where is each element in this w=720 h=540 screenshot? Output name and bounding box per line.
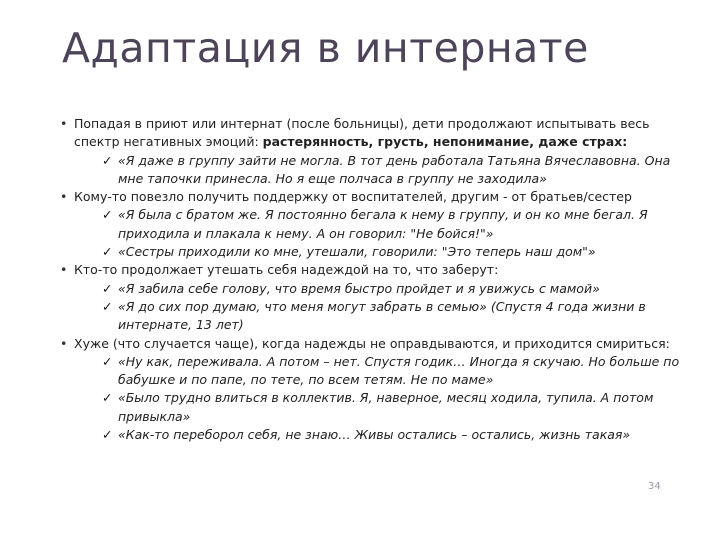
bullet-text: Хуже (что случается чаще), когда надежды не оправдываются, и приходится смириться:	[74, 335, 670, 351]
bullet-item	[60, 115, 680, 152]
slide-title: Адаптация в интернате	[62, 24, 589, 72]
quote-text: «Я даже в группу зайти не могла. В тот день работала Татьяна Вячеславовна. Она мне тапочки принесла. Но я еще полчаса в группу не заходила»	[118, 152, 671, 186]
bullet-dot-icon: •	[60, 335, 68, 351]
slide-content	[60, 115, 680, 444]
quote-item	[60, 243, 680, 261]
quote-text: «Я до сих пор думаю, что меня могут забрать в семью»	[118, 298, 487, 314]
bullet-dot-icon: •	[60, 189, 68, 205]
quote-text: «Как-то переборол себя, не знаю… Живы остались – остались, жизнь такая»	[118, 427, 631, 443]
quote-item	[60, 426, 680, 444]
checkmark-icon: ✓	[102, 280, 113, 296]
checkmark-icon: ✓	[102, 152, 113, 168]
quote-item	[60, 152, 680, 189]
bullet-item	[60, 335, 680, 353]
checkmark-icon: ✓	[102, 244, 113, 260]
bullet-dot-icon: •	[60, 262, 68, 278]
quote-note: (Спустя 4 года жизни в интернате, 13 лет)	[118, 298, 646, 333]
checkmark-icon: ✓	[102, 390, 113, 406]
checkmark-icon: ✓	[102, 298, 113, 314]
quote-item	[60, 298, 680, 335]
quote-item	[60, 280, 680, 298]
checkmark-icon: ✓	[102, 353, 113, 369]
checkmark-icon: ✓	[102, 207, 113, 223]
quote-text: «Ну как, переживала. А потом – нет. Спустя годик… Иногда я скучаю. Но больше по бабушке и по папе, по тете, по всем тетям. Не по маме»	[118, 353, 680, 388]
quote-item	[60, 206, 680, 243]
bullet-bold-text: растерянность, грусть, непонимание, даже страх:	[262, 134, 628, 150]
bullet-item	[60, 261, 680, 279]
bullet-dot-icon: •	[60, 116, 68, 131]
quote-text: «Было трудно влиться в коллектив. Я, наверное, месяц ходила, тупила. А потом привыкла»	[118, 390, 654, 424]
bullet-text: Кто-то продолжает утешать себя надеждой на то, что заберут:	[74, 262, 499, 278]
page-number: 34	[648, 481, 661, 492]
quote-text: «Я забила себе голову, что время быстро пройдет и я увижусь с мамой»	[118, 280, 600, 296]
checkmark-icon: ✓	[102, 427, 113, 443]
quote-item	[60, 353, 680, 390]
quote-text: «Я была с братом же. Я постоянно бегала к нему в группу, и он ко мне бегал. Я приходила и плакала к нему. А он говорил: "Не бойся!"»	[118, 207, 648, 241]
bullet-text: Кому-то повезло получить поддержку от воспитателей, другим - от братьев/сестер	[74, 189, 632, 205]
quote-item	[60, 389, 680, 426]
quote-text: «Сестры приходили ко мне, утешали, говорили: "Это теперь наш дом"»	[118, 244, 596, 260]
bullet-text: Попадая в приют или интернат (после больницы), дети продолжают испытывать весь спектр негативных эмоций:	[74, 116, 650, 150]
bullet-item	[60, 188, 680, 206]
